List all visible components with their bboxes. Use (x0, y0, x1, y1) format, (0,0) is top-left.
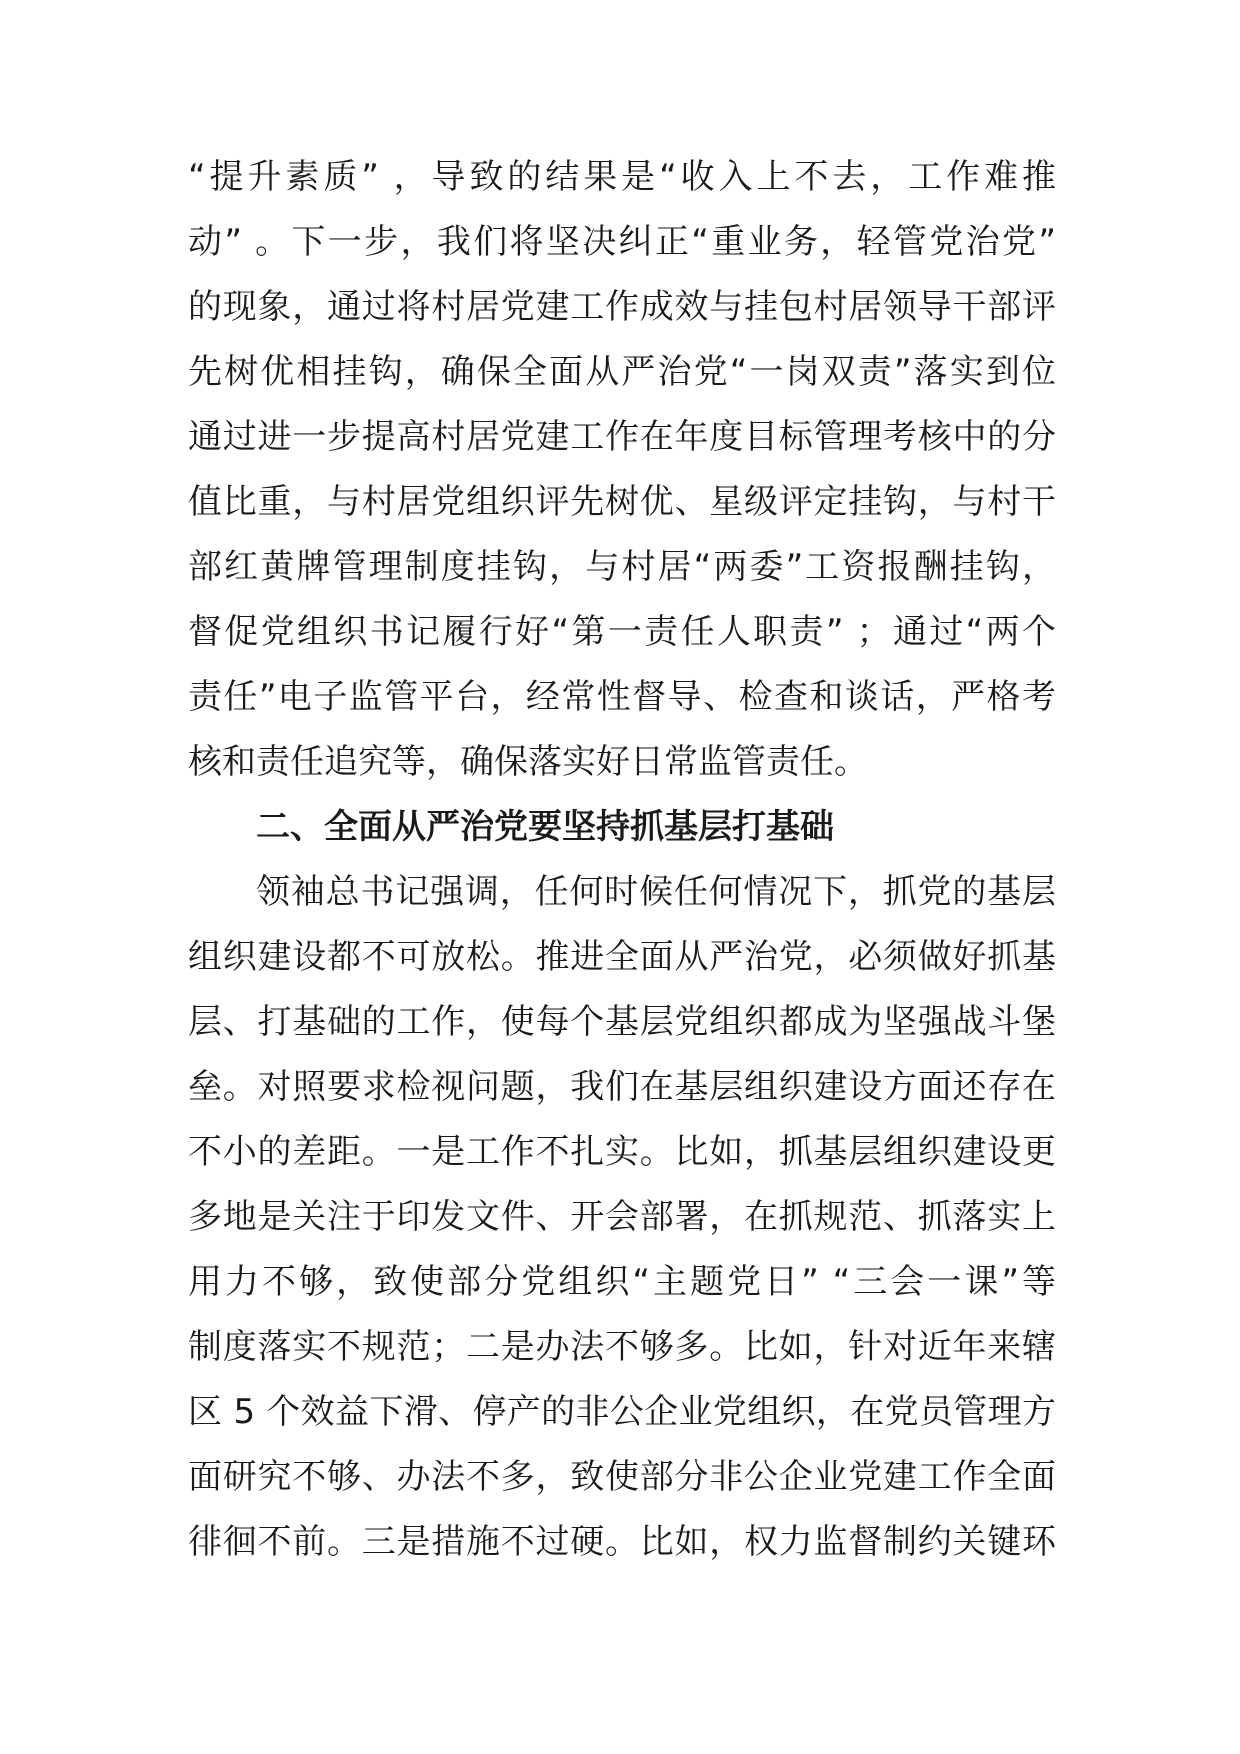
paragraph-1-line-5: 通过进一步提高村居党建工作在年度目标管理考核中的分 (188, 417, 1056, 457)
paragraph-1 (188, 145, 1056, 795)
paragraph-1-line-1: “提升素质” ，导致的结果是“收入上不去，工作难推 (188, 157, 1056, 197)
paragraph-2-line-10: 面研究不够、办法不多，致使部分非公企业党建工作全面 (188, 1457, 1056, 1497)
paragraph-1-line-6: 值比重，与村居党组织评先树优、星级评定挂钩，与村干 (188, 482, 1056, 522)
paragraph-2-line-9: 区 5 个效益下滑、停产的非公企业党组织，在党员管理方 (188, 1392, 1056, 1432)
paragraph-2-line-8: 制度落实不规范；二是办法不够多。比如，针对近年来辖 (188, 1327, 1056, 1367)
paragraph-1-line-9: 责任”电子监管平台，经常性督导、检查和谈话，严格考 (188, 677, 1056, 717)
paragraph-1-line-4: 先树优相挂钩，确保全面从严治党“一岗双责”落实到位 (188, 352, 1056, 392)
paragraph-1-line-8: 督促党组织书记履行好“第一责任人职责” ；通过“两个 (188, 612, 1056, 652)
paragraph-1-line-2: 动” 。下一步，我们将坚决纠正“重业务，轻管党治党” (188, 222, 1056, 262)
paragraph-2-line-6: 多地是关注于印发文件、开会部署，在抓规范、抓落实上 (188, 1197, 1056, 1237)
paragraph-2-line-5: 不小的差距。一是工作不扎实。比如，抓基层组织建设更 (188, 1132, 1056, 1172)
paragraph-1-line-10: 核和责任追究等，确保落实好日常监管责任。 (188, 742, 868, 782)
paragraph-2 (188, 860, 1056, 1575)
paragraph-2-line-1: 领袖总书记强调，任何时候任何情况下，抓党的基层 (256, 872, 1056, 912)
paragraph-2-line-2: 组织建设都不可放松。推进全面从严治党，必须做好抓基 (188, 937, 1056, 977)
paragraph-2-line-4: 垒。对照要求检视问题，我们在基层组织建设方面还存在 (188, 1067, 1056, 1107)
paragraph-2-line-3: 层、打基础的工作，使每个基层党组织都成为坚强战斗堡 (188, 1002, 1056, 1042)
paragraph-2-line-7: 用力不够，致使部分党组织“主题党日” “三会一课”等 (188, 1262, 1056, 1302)
paragraph-1-line-7: 部红黄牌管理制度挂钩，与村居“两委”工资报酬挂钩， (188, 547, 1056, 587)
paragraph-2-line-11: 徘徊不前。三是措施不过硬。比如，权力监督制约关键环 (188, 1522, 1056, 1562)
heading-2: 二、全面从严治党要坚持抓基层打基础 (256, 807, 834, 847)
section-heading (188, 795, 1056, 860)
paragraph-1-line-3: 的现象，通过将村居党建工作成效与挂包村居领导干部评 (188, 287, 1056, 327)
